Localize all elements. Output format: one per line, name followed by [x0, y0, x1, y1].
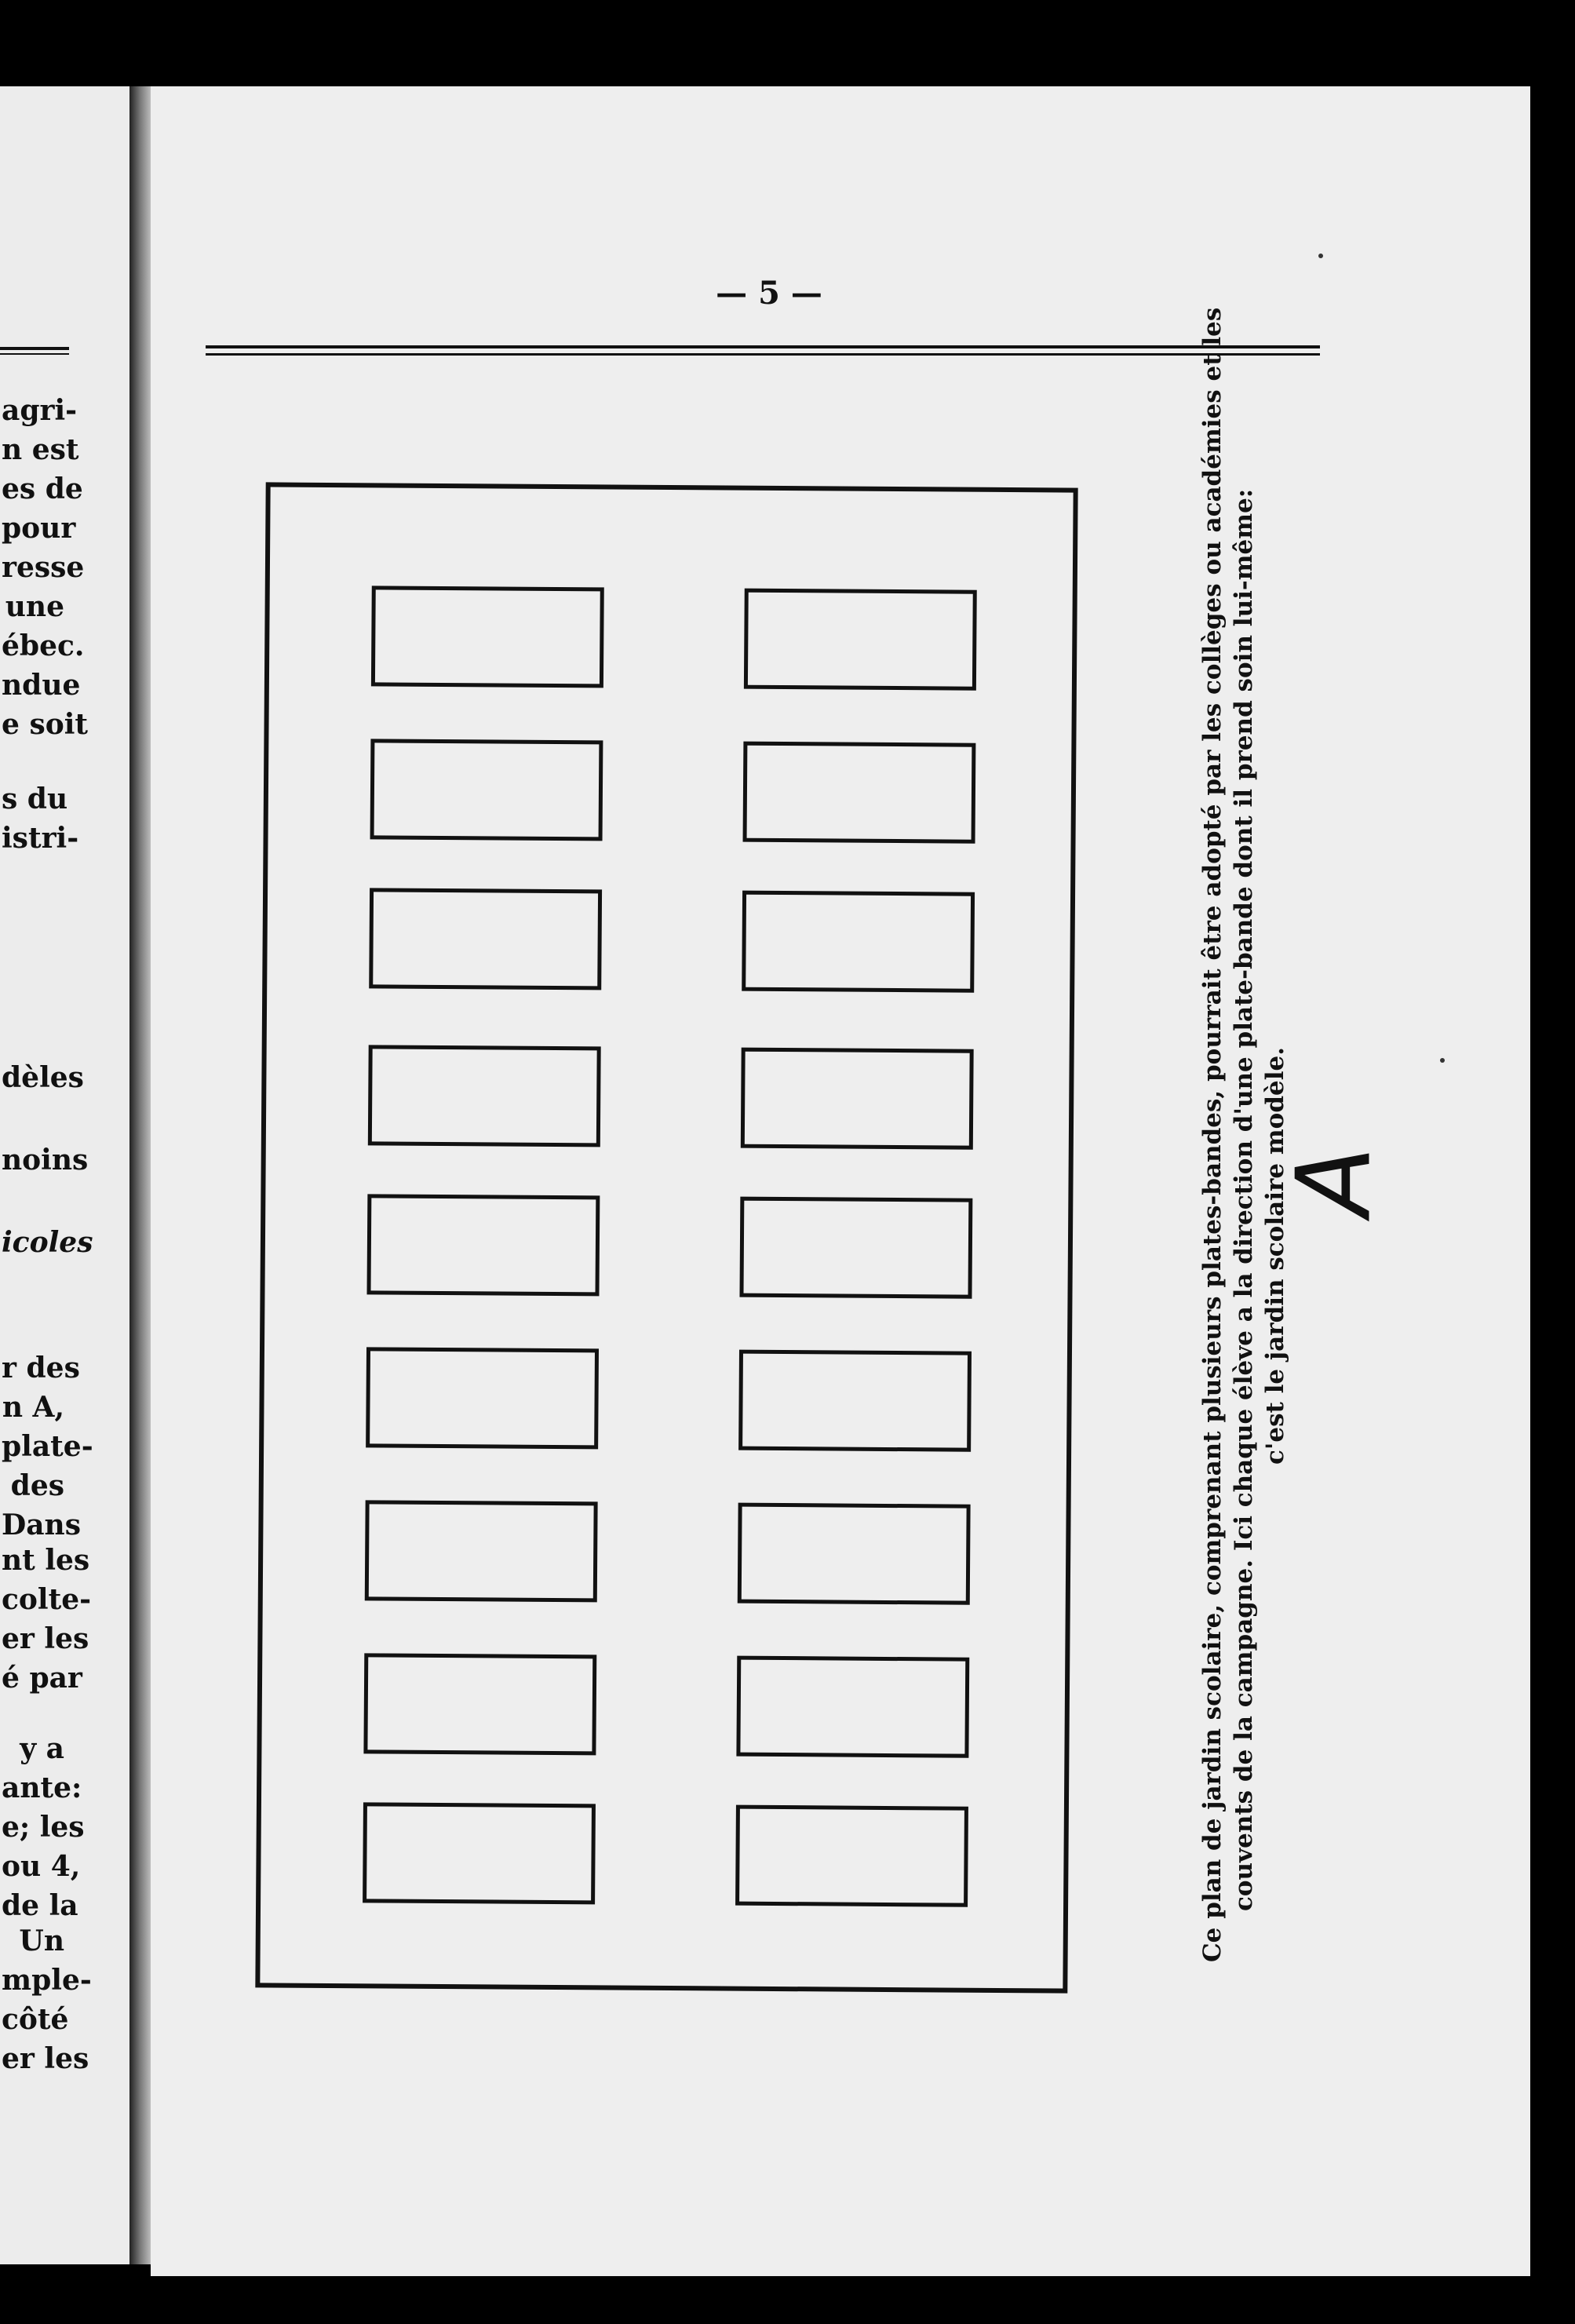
left-page-text-fragment: agri- [2, 394, 78, 427]
left-page-text-fragment: é par [2, 1662, 82, 1695]
page-edge-shadow [1530, 94, 1575, 2276]
left-page-text-fragment: e; les [2, 1811, 85, 1844]
garden-bed [742, 891, 975, 993]
left-page-rule [0, 347, 69, 350]
book-gutter [129, 86, 153, 2264]
garden-bed [369, 888, 602, 990]
garden-bed [363, 1653, 596, 1755]
garden-bed [368, 1045, 601, 1147]
garden-bed [741, 1048, 974, 1150]
paper-speck [1318, 254, 1323, 258]
garden-bed [371, 586, 604, 688]
left-page-text-fragment: ante: [2, 1771, 82, 1804]
garden-bed [365, 1500, 598, 1602]
left-page-text-fragment: côté [2, 2003, 69, 2036]
left-page-text-fragment: ébec. [2, 629, 85, 662]
left-page-text-fragment: y a [20, 1732, 64, 1765]
left-page-text-fragment: n A, [2, 1391, 64, 1424]
garden-bed [736, 1656, 969, 1758]
figure-label: A [1274, 1146, 1394, 1217]
left-page-text-fragment: pour [2, 512, 76, 545]
page-number: — 5 — [716, 275, 822, 312]
left-page-text-fragment: mple- [2, 1964, 92, 1997]
garden-plan-frame [255, 482, 1077, 1993]
caption-line-1: Ce plan de jardin scolaire, comprenant plusieurs plates-bandes, pourrait être adopté par les collèges ou académies et les [1198, 307, 1227, 1962]
left-page-text-fragment: n est [2, 433, 79, 466]
left-page-text-fragment: er les [2, 2042, 89, 2075]
caption-line-2: couvents de la campagne. Ici chaque élève a la direction d'une plate-bande dont il prend soin lui-même: [1230, 488, 1258, 1911]
header-rule [206, 345, 1320, 356]
left-page-text-fragment: dèles [2, 1061, 84, 1094]
left-page-text-fragment: istri- [2, 822, 79, 855]
left-page-text-fragment: des [10, 1469, 64, 1502]
caption-line-3: c'est le jardin scolaire modèle. [1261, 1046, 1289, 1465]
garden-bed [738, 1503, 971, 1605]
garden-bed [743, 742, 976, 844]
left-page-text-fragment: r des [2, 1352, 80, 1385]
garden-bed [739, 1197, 972, 1299]
left-page-text-fragment: de la [2, 1889, 78, 1922]
left-page-text-fragment: ou 4, [2, 1850, 81, 1883]
left-page-text-fragment: une [5, 590, 64, 623]
left-page-text-fragment: plate- [2, 1430, 93, 1463]
left-page-text-fragment: Un [19, 1925, 64, 1957]
garden-bed [738, 1350, 972, 1452]
left-page-text-fragment: nt les [2, 1544, 90, 1577]
left-page-text-fragment: icoles [2, 1226, 93, 1259]
paper-speck [1440, 1058, 1445, 1063]
left-page-text-fragment: e soit [2, 708, 89, 741]
left-page-text-fragment: s du [2, 783, 68, 815]
left-page-text-fragment: colte- [2, 1583, 92, 1616]
garden-bed [735, 1805, 968, 1907]
left-page-text-fragment: ndue [2, 669, 81, 702]
left-page-text-fragment: resse [2, 551, 85, 584]
garden-bed [370, 739, 603, 841]
left-page-text-fragment: er les [2, 1622, 89, 1655]
garden-bed [363, 1802, 596, 1904]
left-page-rule-thin [0, 353, 69, 355]
garden-bed [366, 1347, 599, 1449]
garden-bed [366, 1194, 600, 1296]
left-page-text-fragment: es de [2, 472, 83, 505]
garden-bed [744, 589, 977, 691]
left-page-text-fragment: Dans [2, 1509, 81, 1541]
left-page-text-fragment: noins [2, 1144, 89, 1177]
